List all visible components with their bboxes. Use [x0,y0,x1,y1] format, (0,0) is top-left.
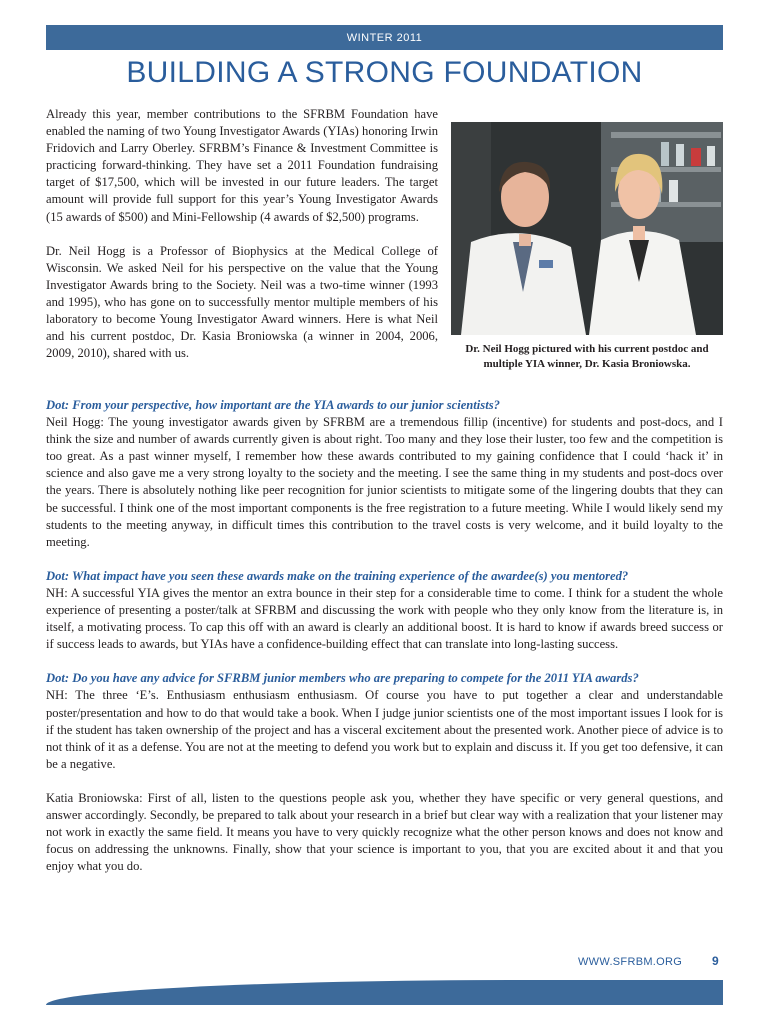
page-number: 9 [712,954,719,968]
interview-answer: NH: The three ‘E’s. Enthusiasm enthusiasm enthusiasm. Of course you have to put together a clear and understandable poster/presentation and how to do that would take a book. When I judge junior scientists one of the most important issues I look for is if the student has taken ownership of the project and has a visceral excitement about the presented work. Another piece of advice is to not think of it as a defense. You are not at the meeting to defend you work but to explain and discuss it. If you get too defensive, it can be a negative. [46,688,723,771]
intro-paragraph: Dr. Neil Hogg is a Professor of Biophysics at the Medical College of Wisconsin. We asked Neil for his perspective on the value that the Young Investigator Awards bring to the Society. Neil was a two-time winner (1993 and 1995), who has gone on to successfully mentor multiple members of his laboratory to become Young Investigator Award winners. Here is what Neil and his current postdoc, Dr. Kasia Broniowska (a winner in 2004, 2006, 2009, 2010), shared with us. [46,243,438,361]
intro-column [46,106,438,379]
photo-caption: Dr. Neil Hogg pictured with his current postdoc and multiple YIA winner, Dr. Kasia Broniowska. [465,343,709,370]
lab-photo [451,122,723,335]
closing-paragraph: Katia Broniowska: First of all, listen to the questions people ask you, whether they have specific or very general questions, and answer accordingly. Secondly, be prepared to talk about your research in a brief but clear way with a realization that your listener may not work in exactly the same field. It means you have to very quickly recognize what the other person knows and does not know and focus on addressing the unknowns. Finally, show that your science is important to you, that you are excited about it and that you enjoy what you do. [46,790,723,874]
interview-question: Dot: Do you have any advice for SFRBM junior members who are preparing to compete for the 2011 YIA awards? [46,671,639,686]
interview-item [46,397,723,551]
interview-answer: NH: A successful YIA gives the mentor an extra bounce in their step for a considerable time to come. I think for a student the whole experience of presenting a poster/talk at SFRBM and discussing the work with people who they only know from the literature is, in itself, a motivating process. To cap this off with an award is clearly an additional boost. It is hard to know if awards breed success or if success leads to awards, but YIAs have a confidence-building effect that can translate into long-lasting success. [46,585,723,652]
interview-question: Dot: What impact have you seen these awards make on the training experience of the awardee(s) you mentored? [46,568,629,583]
interview-answer: Neil Hogg: The young investigator awards given by SFRBM are a tremendous fillip (incentive) for students and post-docs, and I think the size and number of awards currently given is about right. Too many and they lose their luster, too few and the competition is too great. As a past winner myself, I remember how these awards contributed to my gaining confidence that I could ‘hack it’ in science and also gave me a very strong loyalty to the society and the meeting. I see the same thing in my students and post-docs over the years. There is absolutely nothing like peer recognition for junior scientists to mitigate some of the lingering doubts that they can be successful. I think one of the most important components is the free registration to a future meeting. While I would likely send my students to the meeting anyway, in difficult times this contribution to the travel costs is very welcome, and it build loyalty to the meeting. [46,415,723,549]
header-band [46,25,723,50]
footer-band [46,980,723,1005]
interview-body [46,397,723,892]
issue-label: WINTER 2011 [346,31,423,44]
interview-item [46,670,723,773]
interview-question: Dot: From your perspective, how important are the YIA awards to our junior scientists? [46,398,500,412]
intro-paragraph: Already this year, member contributions to the SFRBM Foundation have enabled the naming of two Young Investigator Awards (YIAs) honoring Irwin Fridovich and Larry Oberley. SFRBM’s Finance & Investment Committee is practicing forward-thinking. They have set a 2011 Foundation fundraising target of $17,500, which will be invested in our future leaders. The target amount will provide full support for this year’s Young Investigator Awards (15 awards of $500) and Mini-Fellowship (4 awards of $2,500) programs. [46,107,438,224]
page-title: BUILDING A STRONG FOUNDATION [126,56,643,89]
interview-item [46,568,723,653]
website-link[interactable]: WWW.SFRBM.ORG [578,956,683,968]
